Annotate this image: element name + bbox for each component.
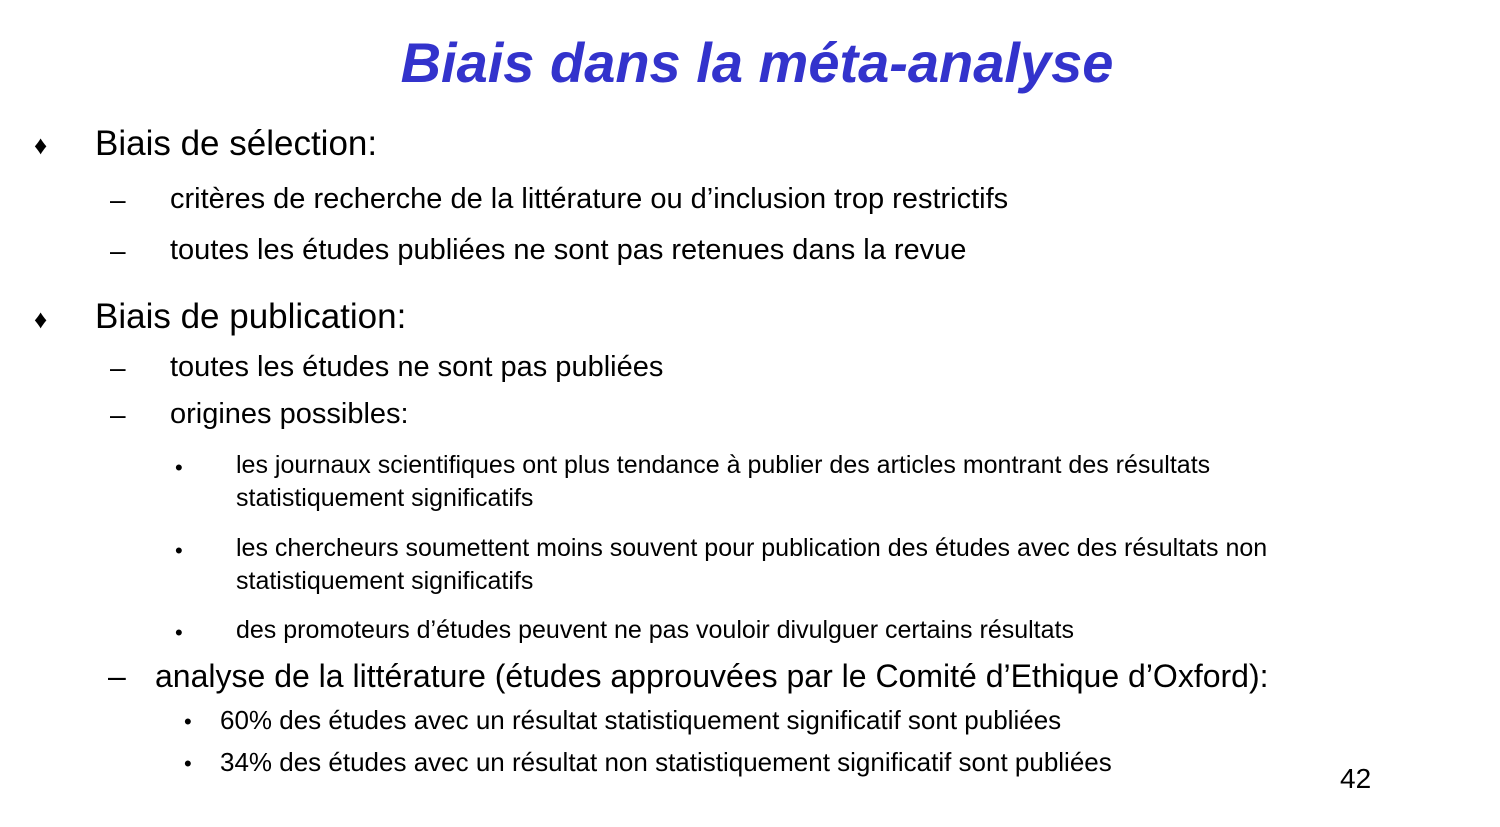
- dot-bullet-icon: •: [175, 620, 183, 645]
- dash-bullet-icon: –: [108, 658, 126, 694]
- sub-list-item: des promoteurs d’études peuvent ne pas vouloir divulguer certains résultats: [236, 616, 1074, 644]
- dot-bullet-icon: •: [175, 538, 183, 563]
- sub-list-item: [236, 532, 1267, 598]
- list-item: origines possibles:: [170, 398, 409, 430]
- sub-list-item: [236, 449, 1210, 515]
- sub-list-item: 60% des études avec un résultat statistiquement significatif sont publiées: [220, 705, 1062, 735]
- section-heading-selection: Biais de sélection:: [95, 124, 378, 163]
- sub-list-item-line: les journaux scientifiques ont plus tendance à publier des articles montrant des résultats: [236, 451, 1211, 479]
- dot-bullet-icon: •: [184, 751, 192, 776]
- dash-bullet-icon: –: [110, 399, 126, 430]
- list-item: analyse de la littérature (études approuvées par le Comité d’Ethique d’Oxford):: [155, 658, 1269, 694]
- list-item: critères de recherche de la littérature ou d’inclusion trop restrictifs: [170, 183, 1009, 215]
- page-number: 42: [1340, 763, 1372, 794]
- dot-bullet-icon: •: [184, 709, 192, 734]
- slide-title: Biais dans la méta-analyse: [400, 31, 1114, 94]
- section-heading-publication: Biais de publication:: [95, 297, 407, 336]
- sub-list-item: 34% des études avec un résultat non statistiquement significatif sont publiées: [220, 747, 1112, 777]
- list-item: toutes les études publiées ne sont pas retenues dans la revue: [170, 234, 967, 266]
- sub-list-item-line: les chercheurs soumettent moins souvent pour publication des études avec des résultats non: [236, 534, 1268, 562]
- dash-bullet-icon: –: [110, 352, 126, 383]
- sub-list-item-line: statistiquement significatifs: [236, 484, 534, 512]
- dash-bullet-icon: –: [110, 235, 126, 266]
- dot-bullet-icon: •: [175, 455, 183, 480]
- sub-list-item-line: statistiquement significatifs: [236, 567, 534, 595]
- diamond-bullet-icon: ♦: [34, 130, 48, 160]
- diamond-bullet-icon: ♦: [34, 304, 48, 334]
- list-item: toutes les études ne sont pas publiées: [170, 351, 664, 383]
- dash-bullet-icon: –: [110, 184, 126, 215]
